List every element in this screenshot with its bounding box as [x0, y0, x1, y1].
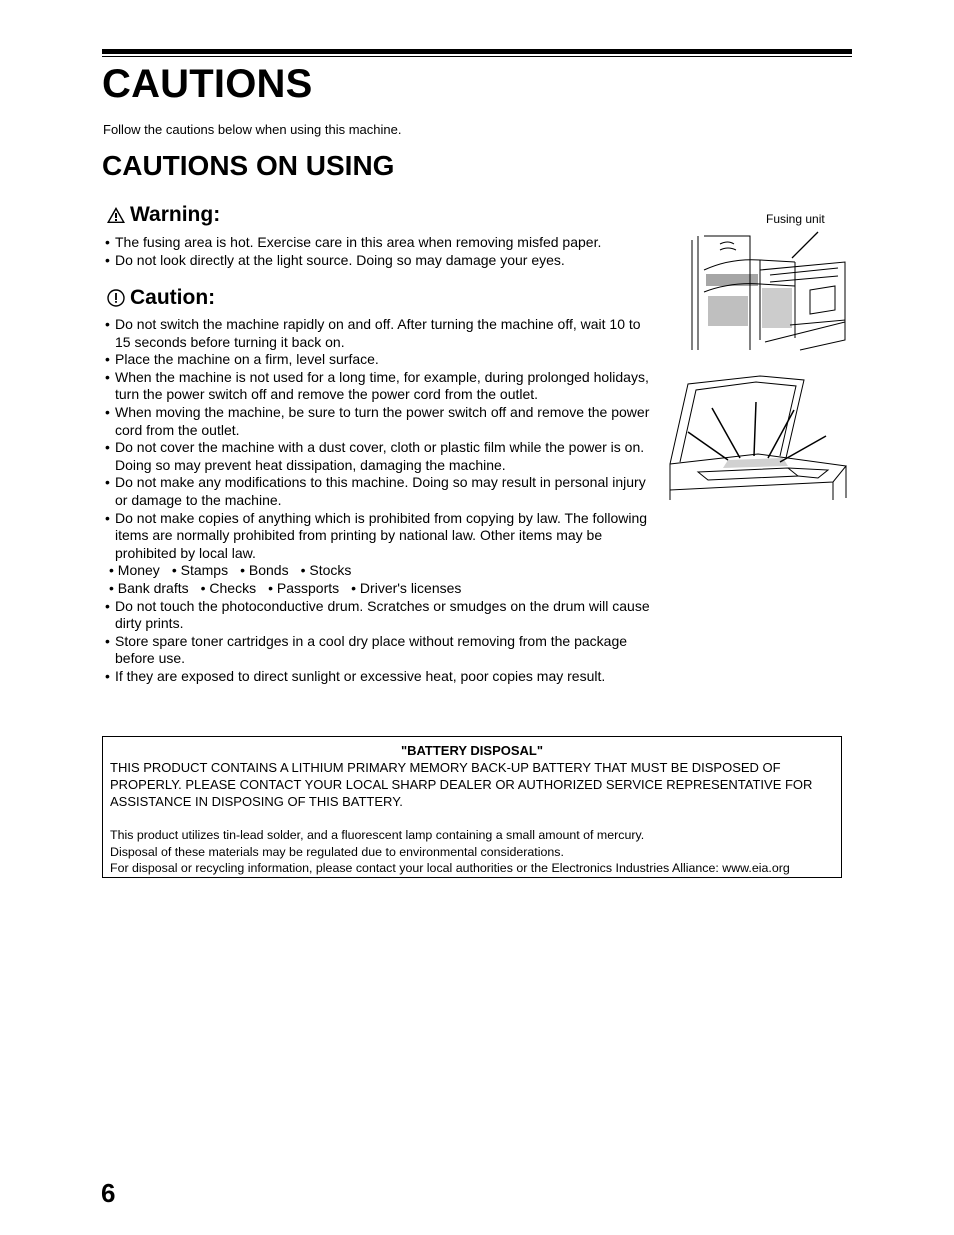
caution-item: • Do not switch the machine rapidly on and off. After turning the machine off, wait 10 to 15 seconds before turning it back on. — [105, 316, 655, 351]
caution-item: • If they are exposed to direct sunlight or excessive heat, poor copies may result. — [105, 668, 655, 686]
warning-heading — [106, 203, 220, 227]
page-title: CAUTIONS — [102, 62, 313, 106]
fusing-unit-illustration — [690, 230, 848, 352]
prohibited-items-row — [105, 562, 655, 580]
header-rule-thin — [102, 56, 852, 57]
caution-item: • Store spare toner cartridges in a cool dry place without removing from the package before use. — [105, 633, 655, 668]
warning-item: • The fusing area is hot. Exercise care in this area when removing misfed paper. — [105, 234, 655, 252]
caution-item: • Do not touch the photoconductive drum. Scratches or smudges on the drum will cause dirty prints. — [105, 598, 655, 633]
prohibited-item: • Bank drafts — [109, 579, 189, 596]
warning-list — [105, 234, 655, 269]
warning-triangle-icon — [106, 205, 126, 225]
caution-item: • Do not cover the machine with a dust cover, cloth or plastic film while the power is on. Doing so may prevent heat dissipation, damaging the machine. — [105, 439, 655, 474]
caution-item: • Do not make any modifications to this machine. Doing so may result in personal injury or damage to the machine. — [105, 474, 655, 509]
intro-text: Follow the cautions below when using this machine. — [103, 122, 402, 137]
caution-item: • Place the machine on a firm, level surface. — [105, 351, 655, 369]
caution-list — [105, 316, 655, 685]
prohibited-items-row — [105, 580, 655, 598]
prohibited-item: • Money — [109, 562, 160, 579]
battery-disposal-notice — [102, 736, 842, 878]
prohibited-item: • Stocks — [300, 562, 352, 579]
warning-heading-label: Warning: — [130, 203, 221, 226]
section-title: CAUTIONS ON USING — [102, 150, 395, 181]
caution-item: • Do not make copies of anything which is prohibited from copying by law. The following items are normally prohibited from printing by national law. Other items may be prohibited by local law. — [105, 510, 655, 563]
fusing-unit-label: Fusing unit — [766, 212, 825, 226]
disposal-line: For disposal or recycling information, please contact your local authorities or the Electronics Industries Alliance: www.eia.org — [110, 861, 790, 875]
prohibited-item: • Bonds — [240, 562, 289, 579]
caution-item: • When the machine is not used for a long time, for example, during prolonged holidays, turn the power switch off and remove the power cord from the outlet. — [105, 369, 655, 404]
battery-heading: "BATTERY DISPOSAL" — [400, 743, 544, 758]
prohibited-item: • Driver's licenses — [351, 579, 462, 596]
scanner-lamp-illustration — [668, 372, 848, 500]
battery-spacer — [110, 810, 834, 827]
battery-text: THIS PRODUCT CONTAINS A LITHIUM PRIMARY MEMORY BACK-UP BATTERY THAT MUST BE DISPOSED OF PROPERLY. PLEASE CONTACT YOUR LOCAL SHARP DEALER OR AUTHORIZED SERVICE REPRESENTATIVE FOR ASSISTANCE IN DISPOSING OF THIS BATTERY. — [110, 760, 813, 809]
prohibited-item: • Passports — [268, 579, 340, 596]
caution-circle-icon — [106, 288, 126, 308]
disposal-line: Disposal of these materials may be regulated due to environmental considerations. — [110, 844, 564, 859]
prohibited-item: • Checks — [200, 579, 257, 596]
disposal-line: This product utilizes tin-lead solder, and a fluorescent lamp containing a small amount of mercury. — [110, 828, 645, 842]
caution-item: • When moving the machine, be sure to turn the power switch off and remove the power cord from the outlet. — [105, 404, 655, 439]
warning-item: • Do not look directly at the light source. Doing so may damage your eyes. — [105, 252, 655, 270]
prohibited-item: • Stamps — [171, 562, 229, 579]
caution-heading-label: Caution: — [130, 286, 216, 309]
header-rule-thick — [102, 49, 852, 54]
caution-heading — [106, 286, 215, 310]
page-number: 6 — [101, 1178, 116, 1208]
